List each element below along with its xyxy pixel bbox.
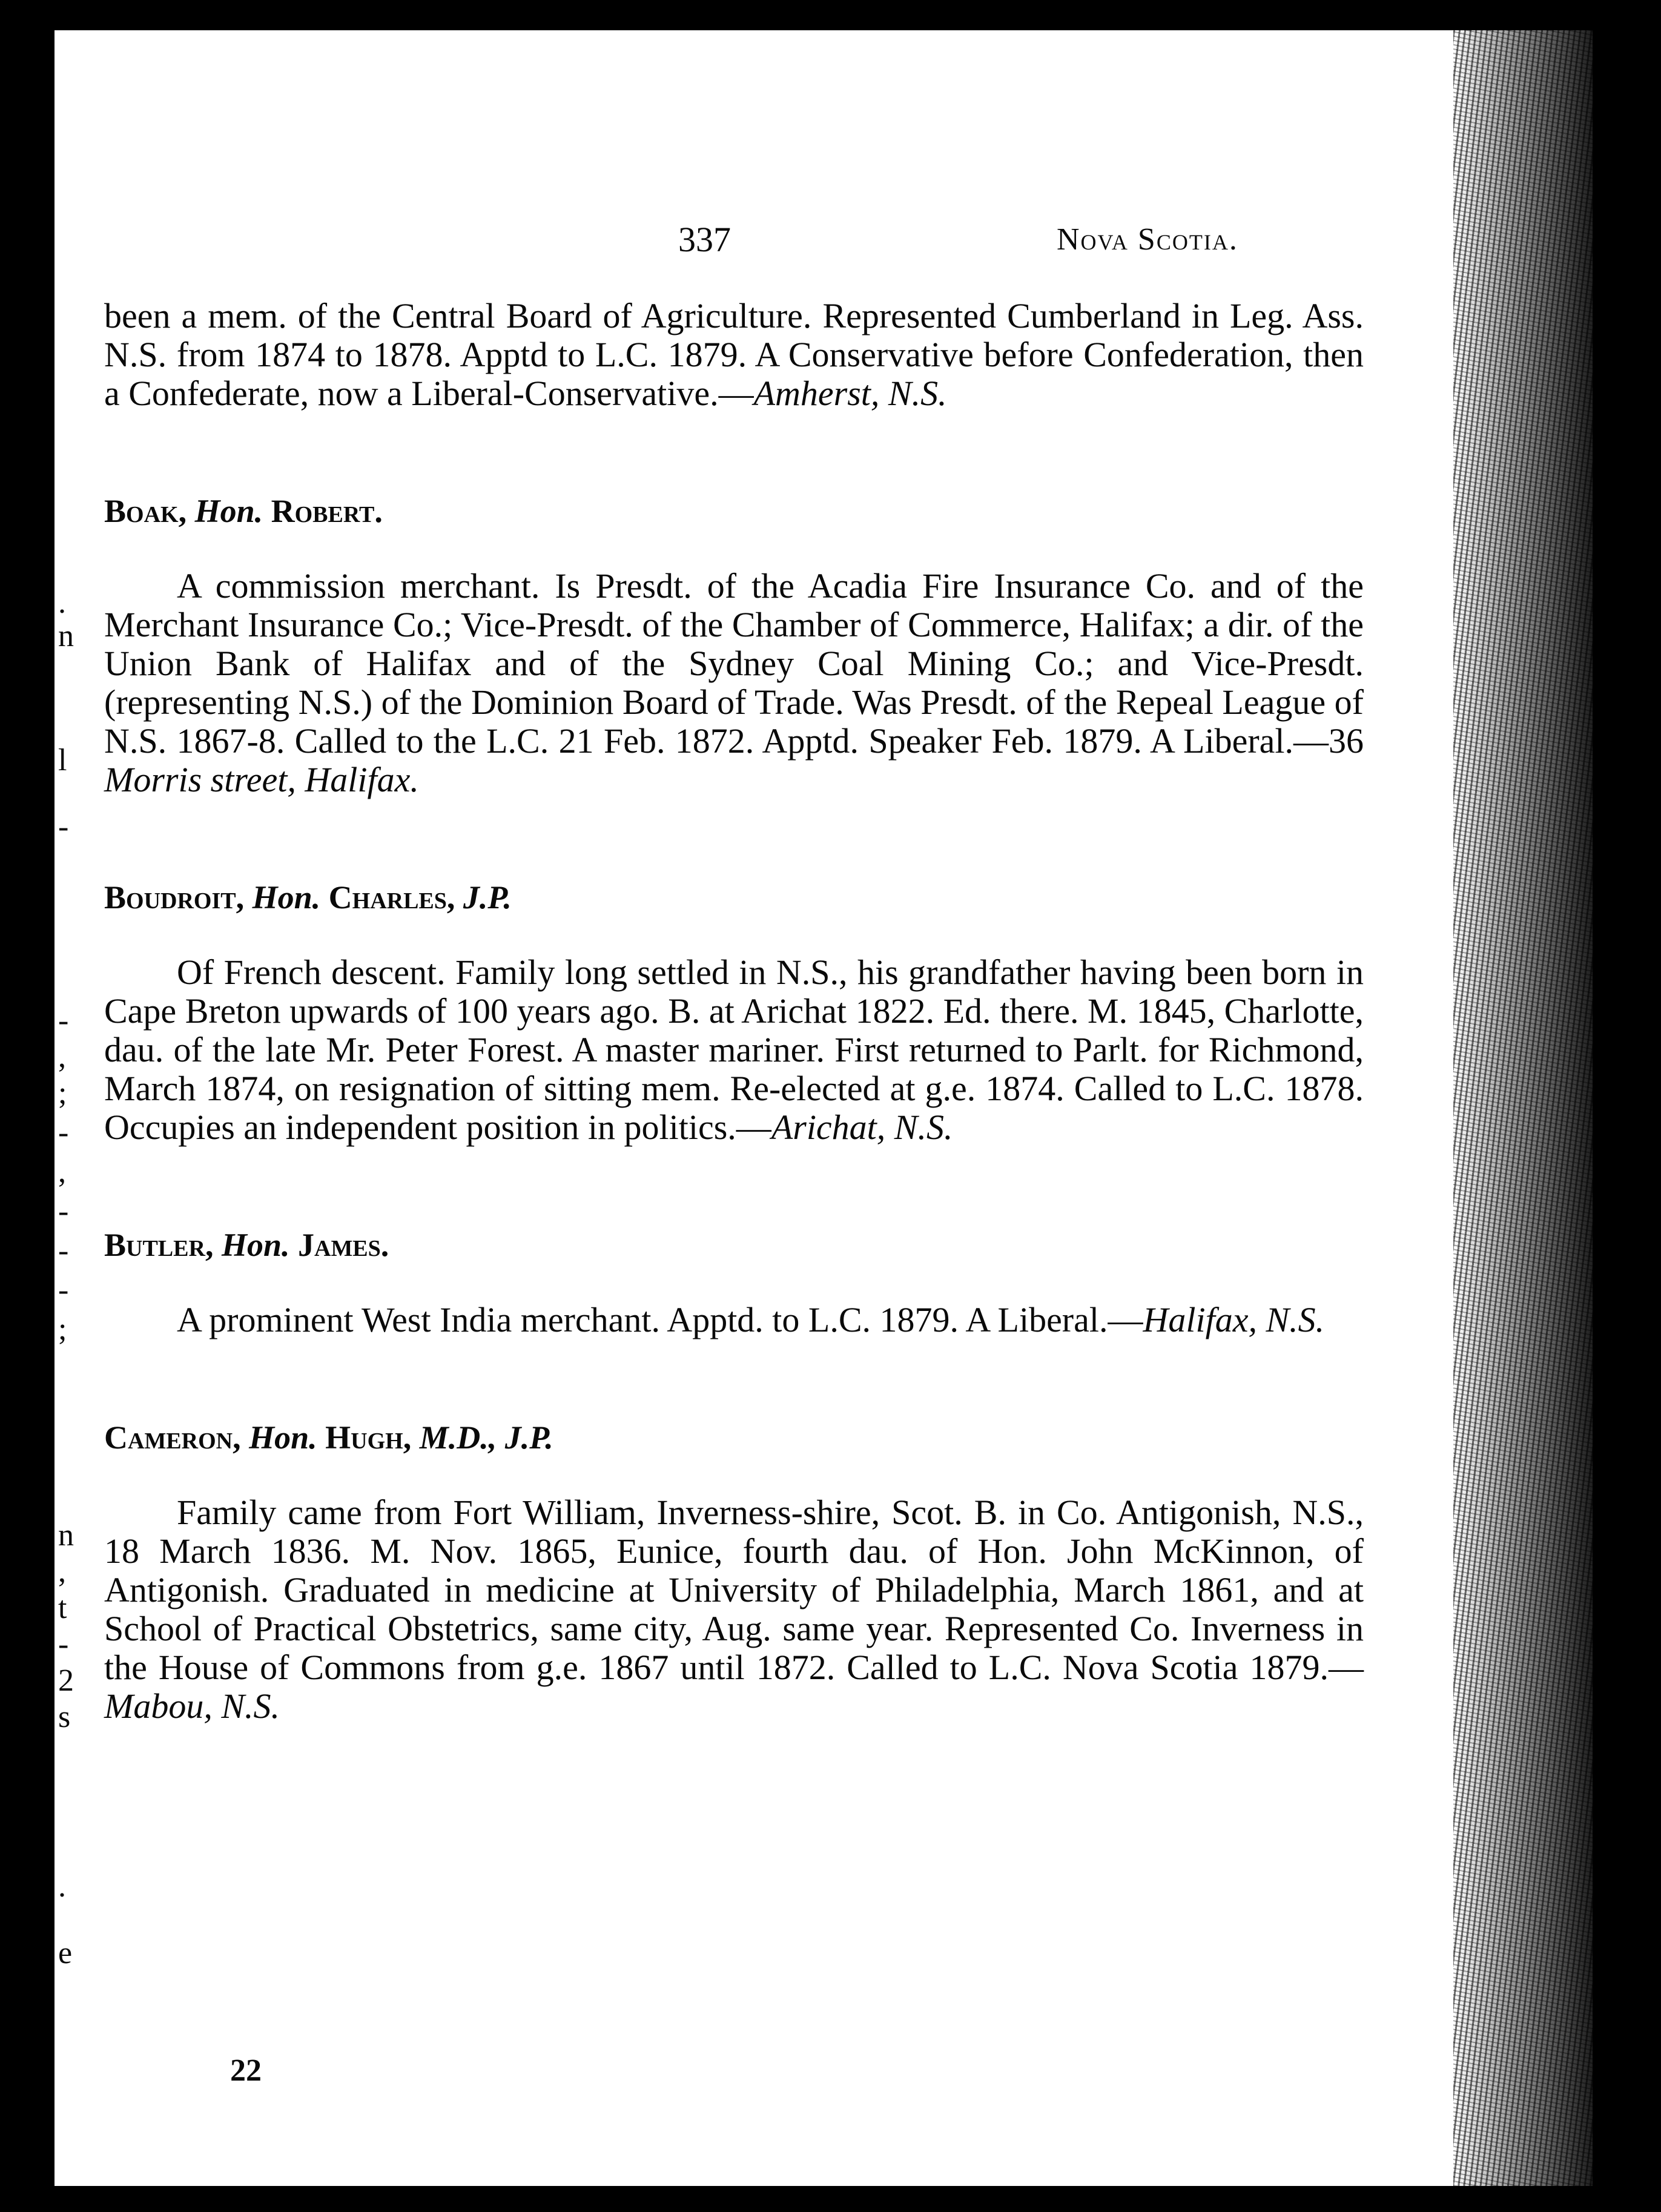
margin-fragment: s [58, 1700, 71, 1734]
margin-fragment: 2 [58, 1663, 74, 1698]
entry-surname: Cameron, [104, 1419, 241, 1456]
margin-fragment: n [58, 619, 74, 653]
signature-mark: 22 [230, 2053, 262, 2088]
entry-title: Hon. [221, 1227, 290, 1263]
margin-fragment: - [58, 1627, 69, 1662]
margin-fragment: - [58, 810, 69, 844]
margin-fragment: , [58, 1040, 66, 1074]
margin-fragment: , [58, 1155, 66, 1189]
entry-title: Hon. [194, 493, 263, 529]
continuation-text: been a mem. of the Central Board of Agriculture. Represented Cumberland in Leg. Ass. N.S. from 1874 to 1878. Apptd to L.C. 1879. A Conservative before Confederation, then a Confederate, now a Liberal-Conservative.— [104, 296, 1364, 413]
margin-fragment: - [58, 1003, 69, 1038]
page-body [104, 297, 1364, 1726]
entry-text: A prominent West India merchant. Apptd. to L.C. 1879. A Liberal.— [177, 1300, 1143, 1339]
entry-given-name: James. [298, 1227, 389, 1263]
entry [104, 1418, 1364, 1726]
entry [104, 1226, 1364, 1339]
entry-title: Hon. [249, 1419, 317, 1456]
continuation-paragraph [104, 297, 1364, 413]
entry-surname: Boudroit, [104, 879, 245, 916]
page-number: 337 [678, 220, 731, 259]
entry-paragraph [104, 1301, 1364, 1339]
entry-paragraph [104, 953, 1364, 1147]
margin-fragment: - [58, 1233, 69, 1268]
entry [104, 878, 1364, 1147]
facing-page-margin [54, 30, 97, 2186]
margin-fragment: . [58, 1869, 66, 1904]
entry-suffix: J.P. [463, 879, 512, 916]
entry-address: Arichat, N.S. [771, 1108, 953, 1147]
entry-heading [104, 1226, 1364, 1264]
margin-fragment: - [58, 1115, 69, 1150]
document-page [54, 30, 1593, 2186]
margin-fragment: l [58, 743, 67, 778]
entry-text: A commission merchant. Is Presdt. of the Acadia Fire Insurance Co. and of the Merchant Insurance Co.; Vice-Presdt. of the Chamber of Commerce, Halifax; a dir. of the Union Bank of Halifax and of the Sydney Coal Mining Co.; and Vice-Presdt. (representing N.S.) of the Dominion Board of Trade. Was Presdt. of the Repeal League of N.S. 1867-8. Called to the L.C. 21 Feb. 1872. Apptd. Speaker Feb. 1879. A Liberal.—36 [104, 566, 1364, 761]
entry-surname: Butler, [104, 1227, 214, 1263]
margin-fragment: t [58, 1591, 67, 1625]
margin-fragment: , [58, 1554, 66, 1589]
entry-address: Morris street, Halifax. [104, 760, 419, 799]
entry-given-name: Robert. [271, 493, 383, 529]
margin-fragment: ; [58, 1312, 67, 1347]
margin-fragment: ; [58, 1076, 67, 1111]
page-header [54, 219, 1593, 268]
entry-given-name: Charles, [328, 879, 455, 916]
entry-address: Mabou, N.S. [104, 1686, 280, 1726]
entry-text: Family came from Fort William, Inverness-shire, Scot. B. in Co. Antigonish, N.S., 18 March 1836. M. Nov. 1865, Eunice, fourth dau. of Hon. John McKinnon, of Antigonish. Graduated in medicine at University of Philadelphia, March 1861, and at School of Practical Obstetrics, same city, Aug. same year. Represented Co. Inverness in the House of Commons from g.e. 1867 until 1872. Called to L.C. Nova Scotia 1879.— [104, 1493, 1364, 1687]
entry-suffix: M.D., J.P. [419, 1419, 553, 1456]
entry-given-name: Hugh, [325, 1419, 412, 1456]
entry [104, 492, 1364, 799]
margin-fragment: - [58, 1273, 69, 1307]
entry-heading [104, 492, 1364, 530]
entry-address: Halifax, N.S. [1143, 1300, 1325, 1339]
margin-fragment: e [58, 1936, 73, 1970]
entry-paragraph [104, 1493, 1364, 1726]
margin-fragment: - [58, 1194, 69, 1229]
entry-paragraph [104, 567, 1364, 799]
running-title: Nova Scotia. [1057, 222, 1238, 257]
entry-text: Of French descent. Family long settled in N.S., his grandfather having been born in Cape Breton upwards of 100 years ago. B. at Arichat 1822. Ed. there. M. 1845, Charlotte, dau. of the late Mr. Peter Forest. A master mariner. First returned to Parlt. for Richmond, March 1874, on resignation of sitting mem. Re-elected at g.e. 1874. Called to L.C. 1878. Occupies an independent position in politics.— [104, 952, 1364, 1147]
margin-fragment: n [58, 1518, 74, 1553]
continuation-address: Amherst, N.S. [753, 374, 947, 413]
entry-title: Hon. [252, 879, 321, 916]
entry-heading [104, 878, 1364, 917]
page-edge-shadow [1453, 30, 1593, 2186]
entry-surname: Boak, [104, 493, 187, 529]
margin-fragment: . [58, 586, 66, 620]
entry-heading [104, 1418, 1364, 1457]
